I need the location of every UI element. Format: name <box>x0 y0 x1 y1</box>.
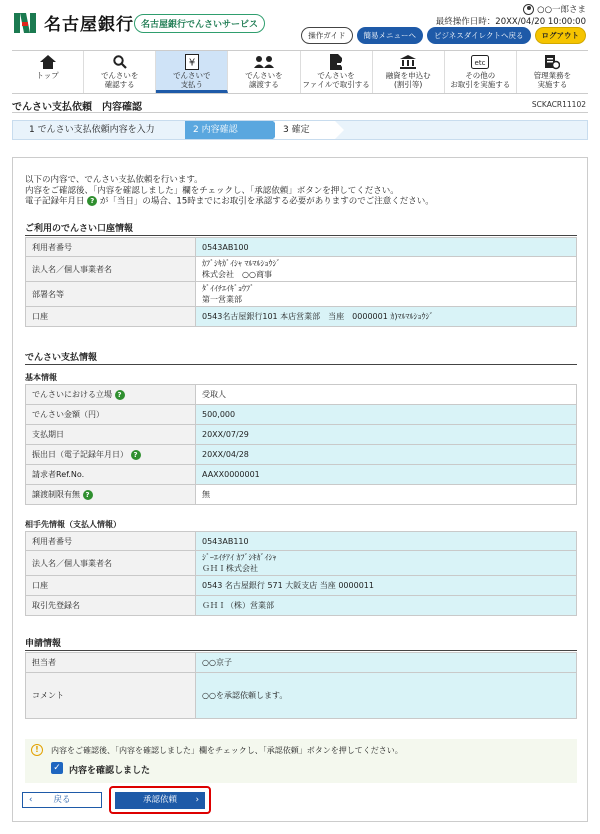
nav-label: 融資を申込む <box>385 71 431 80</box>
bank-icon <box>400 55 416 69</box>
row-label-text: 譲渡制限有無 <box>32 490 80 499</box>
nav-label: 確認する <box>104 80 135 90</box>
confirm-checkbox[interactable]: ✓ <box>51 762 63 774</box>
row-value: 0543AB110 <box>196 532 577 551</box>
table-row <box>26 385 577 405</box>
row-value: ○○京子 <box>196 653 577 673</box>
search-icon <box>113 55 127 69</box>
table-row <box>26 425 577 445</box>
nav-item-loan[interactable] <box>373 51 445 93</box>
row-label: 口座 <box>26 576 196 596</box>
main-nav <box>12 50 588 94</box>
row-label-text: でんさいにおける立場 <box>32 390 112 399</box>
chevron-left-icon: ‹ <box>29 795 33 805</box>
intro-line: 内容をご確認後、「内容を確認しました」欄をチェックし、「承認依頼」ボタンを押してください。 <box>25 185 399 196</box>
table-row <box>26 257 577 282</box>
help-icon[interactable]: ? <box>83 490 93 500</box>
row-value: 無 <box>196 485 577 505</box>
logout-button[interactable]: ログアウト <box>535 27 587 44</box>
header <box>0 0 600 46</box>
page-title: でんさい支払依頼 内容確認 <box>12 102 142 113</box>
help-icon[interactable]: ? <box>87 196 97 206</box>
row-label: 利用者番号 <box>26 532 196 551</box>
basic-info-title: 基本情報 <box>25 373 57 382</box>
intro-line <box>25 196 434 207</box>
header-buttons <box>301 27 586 44</box>
approve-button-label: 承認依頼 <box>142 795 177 805</box>
confirm-checkbox-label[interactable]: 内容を確認しました <box>69 766 151 776</box>
nav-item-pay[interactable] <box>156 51 228 93</box>
service-badge: 名古屋銀行でんさいサービス <box>134 14 265 33</box>
row-value-kanji: 株式会社 ○○商事 <box>202 270 272 279</box>
row-value-kana: ｼﾞｰｴｲﾁｱｲ ｶﾌﾞｼｷｶﾞｲｼｬ <box>202 553 277 562</box>
back-button[interactable] <box>22 792 102 808</box>
pay-icon <box>185 54 199 70</box>
table-row <box>26 282 577 307</box>
table-row <box>26 445 577 465</box>
transfer-icon <box>253 55 275 69</box>
row-value: 0543名古屋銀行101 本店営業部 当座 0000001 ｶ)ﾏﾙﾏﾙｼｮｳｼﾞ <box>196 307 577 327</box>
row-value: 0543 名古屋銀行 571 大阪支店 当座 0000011 <box>196 576 577 596</box>
intro-line: 以下の内容で、でんさい支払依頼を行います。 <box>25 175 203 185</box>
bank-logo-icon <box>14 13 36 33</box>
nav-label: 譲渡する <box>248 80 279 90</box>
row-value-kana: ﾀﾞｲｲﾁｴｲｷﾞｮｳﾌﾞ <box>202 284 254 293</box>
table-row <box>26 405 577 425</box>
title-bar <box>12 97 588 113</box>
row-value <box>196 282 577 307</box>
table-row <box>26 653 577 673</box>
row-value-kanji: ＧＨＩ株式会社 <box>202 564 258 573</box>
user-icon <box>523 4 534 15</box>
row-label: 取引先登録名 <box>26 596 196 616</box>
nav-label: (割引等) <box>394 80 423 90</box>
nav-label: でんさいを <box>100 71 139 80</box>
nav-label: 管理業務を <box>533 71 572 80</box>
nav-label: でんさいで <box>173 71 211 80</box>
row-label <box>26 385 196 405</box>
row-label: 担当者 <box>26 653 196 673</box>
row-value: 受取人 <box>196 385 577 405</box>
warning-icon: ! <box>31 744 43 756</box>
row-label: 部署名等 <box>26 282 196 307</box>
table-row <box>26 307 577 327</box>
nav-label: トップ <box>36 71 59 80</box>
screen-id: SCKACR11102 <box>531 100 586 109</box>
nav-label: でんさいを <box>317 71 355 80</box>
etc-icon <box>471 55 489 69</box>
user-name[interactable]: ○○一郎さま <box>537 5 586 15</box>
row-value: 0543AB100 <box>196 238 577 257</box>
request-section-title: 申請情報 <box>25 636 577 651</box>
table-row <box>26 551 577 576</box>
table-row <box>26 238 577 257</box>
bank-name: 名古屋銀行 <box>44 15 134 35</box>
account-table <box>25 237 577 327</box>
row-label: 法人名／個人事業者名 <box>26 257 196 282</box>
request-table <box>25 652 577 719</box>
step-complete: 3 確定 <box>275 121 335 139</box>
payment-section-title: でんさい支払情報 <box>25 350 577 365</box>
row-value <box>196 257 577 282</box>
table-row <box>26 673 577 719</box>
row-label: でんさい金額（円） <box>26 405 196 425</box>
business-direct-button[interactable]: ビジネスダイレクトへ戻る <box>427 27 530 44</box>
table-row <box>26 576 577 596</box>
row-label: コメント <box>26 673 196 719</box>
row-value-kana: ｶﾌﾞｼｷｶﾞｲｼｬ ﾏﾙﾏﾙｼｮｳｼﾞ <box>202 259 281 268</box>
nav-item-top[interactable] <box>12 51 84 93</box>
row-value: 500,000 <box>196 405 577 425</box>
row-label: 請求者Ref.No. <box>26 465 196 485</box>
approve-highlight <box>109 786 211 814</box>
notice-text: 内容をご確認後、「内容を確認しました」欄をチェックし、「承認依頼」ボタンを押してください。 <box>51 746 403 755</box>
row-value: 20XX/07/29 <box>196 425 577 445</box>
guide-button[interactable]: 操作ガイド <box>301 27 352 44</box>
nav-item-file[interactable] <box>301 51 373 93</box>
row-label: 利用者番号 <box>26 238 196 257</box>
table-row <box>26 532 577 551</box>
row-value: 20XX/04/28 <box>196 445 577 465</box>
approve-request-button[interactable] <box>115 792 205 809</box>
row-value: AAXX0000001 <box>196 465 577 485</box>
account-section-title: ご利用のでんさい口座情報 <box>25 221 577 236</box>
last-operation-time: 最終操作日時：20XX/04/20 10:00:00 <box>435 17 586 27</box>
nav-item-admin[interactable] <box>517 51 588 93</box>
row-label: 口座 <box>26 307 196 327</box>
content-area <box>12 157 588 822</box>
help-icon[interactable]: ? <box>131 450 141 460</box>
row-value <box>196 551 577 576</box>
row-value: ＧＨＩ（株）営業部 <box>196 596 577 616</box>
simple-menu-button[interactable]: 簡易メニューへ <box>357 27 424 44</box>
table-row <box>26 596 577 616</box>
nav-item-confirm[interactable] <box>84 51 156 93</box>
row-label-text: 振出日（電子記録年月日） <box>32 450 128 459</box>
nav-label: でんさいを <box>245 71 283 80</box>
user-info <box>523 3 586 15</box>
basic-info-table <box>25 384 577 505</box>
row-label: 法人名／個人事業者名 <box>26 551 196 576</box>
row-label: 支払期日 <box>26 425 196 445</box>
step-indicator <box>12 120 588 140</box>
counterparty-title: 相手先情報（支払人情報） <box>25 520 121 529</box>
row-value-kanji: 第一営業部 <box>202 295 242 304</box>
svg-text:etc: etc <box>474 59 486 67</box>
svg-text:¥: ¥ <box>188 57 195 69</box>
confirm-notice <box>25 739 577 783</box>
intro-text <box>25 175 434 207</box>
table-row <box>26 465 577 485</box>
intro-line-part: が「当日」の場合、15時までにお取引を承認する必要がありますのでご注意ください。 <box>99 196 434 207</box>
nav-label: ファイルで取引する <box>302 80 370 90</box>
row-label <box>26 485 196 505</box>
table-row <box>26 485 577 505</box>
chevron-right-icon: › <box>195 795 199 805</box>
nav-label: 支払う <box>180 80 204 90</box>
nav-label: その他の <box>465 71 496 80</box>
intro-line-part: 電子記録年月日 <box>25 196 85 207</box>
row-value: ○○を承認依頼します。 <box>196 673 577 719</box>
back-button-label: 戻る <box>53 795 71 805</box>
file-icon <box>329 54 343 70</box>
step-input: 1 でんさい支払依頼内容を入力 <box>29 125 155 135</box>
nav-label: お取引を実施する <box>450 80 511 90</box>
admin-icon <box>544 54 560 70</box>
counterparty-table <box>25 531 577 616</box>
nav-item-transfer[interactable] <box>228 51 300 93</box>
nav-item-other[interactable] <box>445 51 517 93</box>
step-confirm: 2 内容確認 <box>185 121 273 139</box>
nav-label: 実施する <box>537 80 568 90</box>
row-label <box>26 445 196 465</box>
help-icon[interactable]: ? <box>115 390 125 400</box>
home-icon <box>40 55 56 69</box>
